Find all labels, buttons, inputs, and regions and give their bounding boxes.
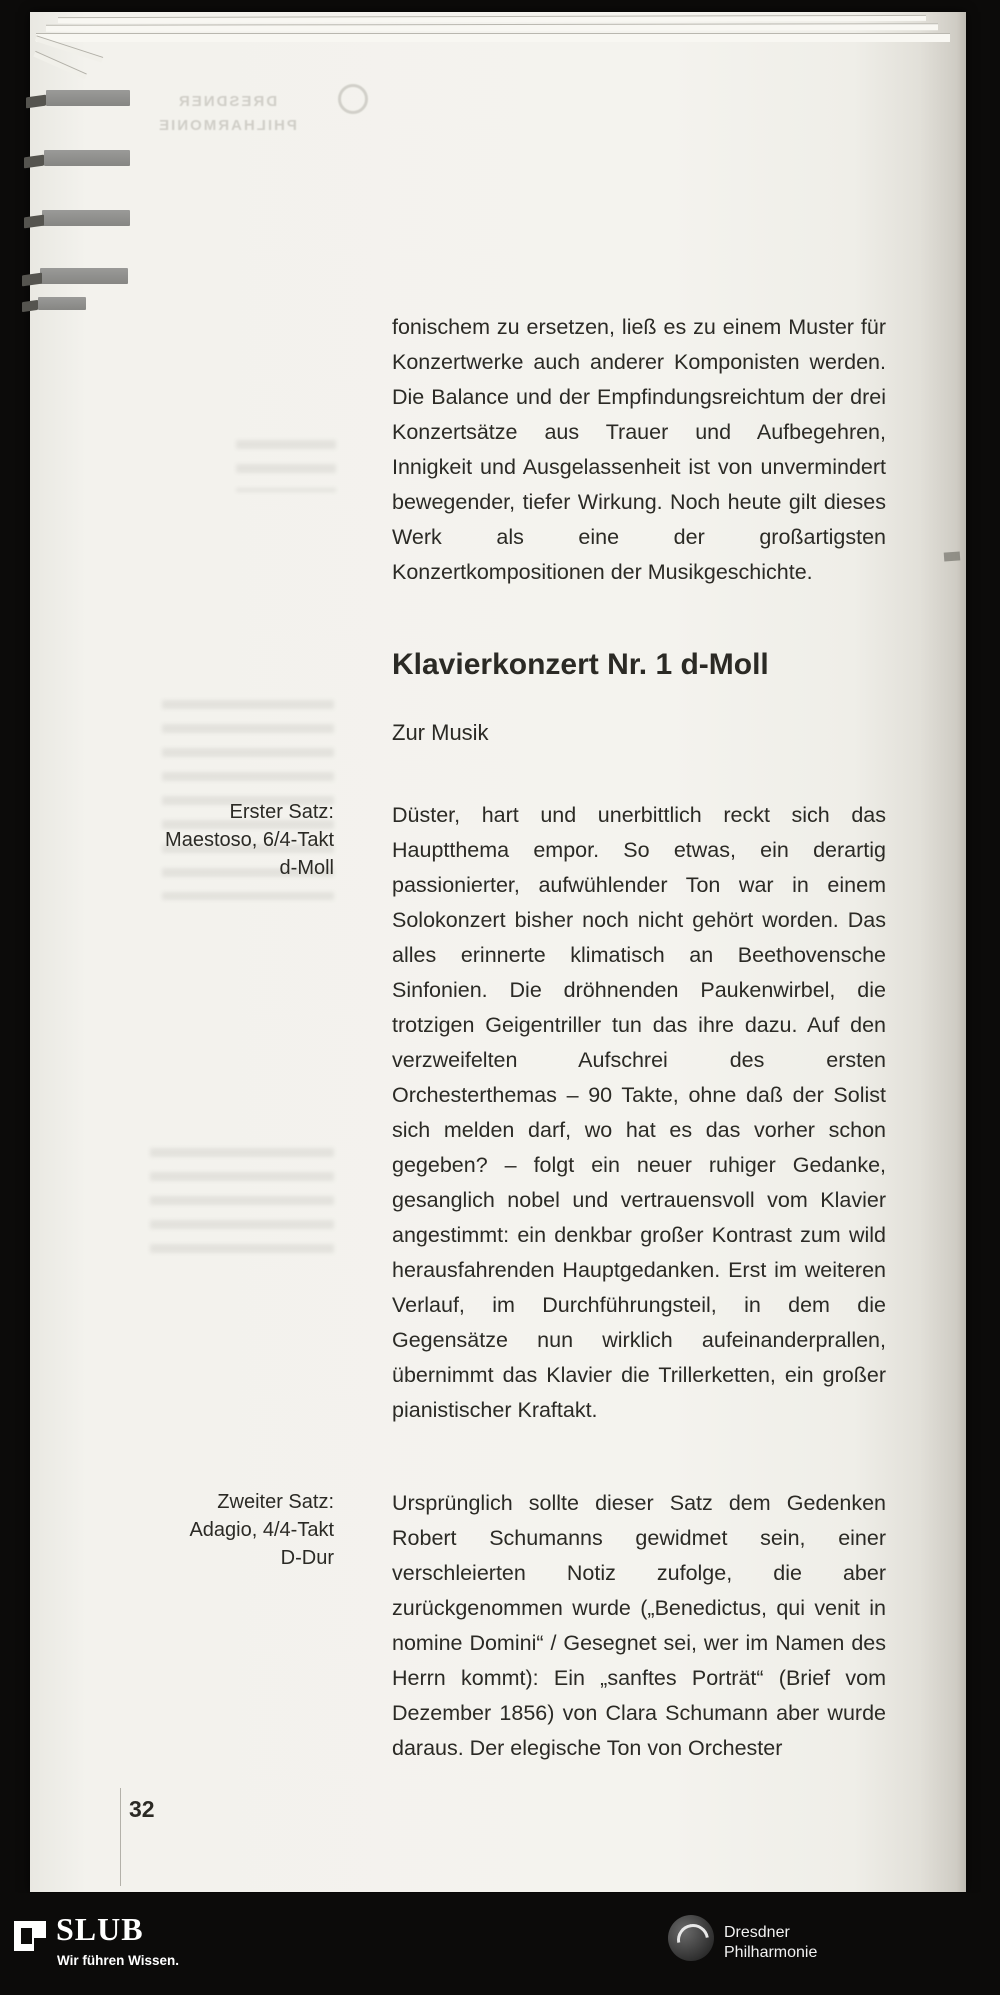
intro-paragraph-block <box>392 310 886 590</box>
show-through-smudge <box>236 440 336 492</box>
page-edge-sheet <box>36 33 950 42</box>
index-tab <box>46 90 130 106</box>
philharmonie-logo-icon <box>668 1915 714 1961</box>
section-heading: Klavierkonzert Nr. 1 d-Moll <box>392 648 769 681</box>
margin-note-line: Erster Satz: <box>229 801 334 823</box>
slub-book-icon <box>14 1921 46 1951</box>
margin-note-line: Maestoso, 6/4-Takt <box>165 829 334 851</box>
margin-note-first-movement <box>130 798 334 882</box>
margin-note-line: d-Moll <box>279 857 334 879</box>
right-edge-mark <box>944 551 961 561</box>
page-number: 32 <box>129 1796 155 1822</box>
slub-wordmark: SLUB <box>56 1911 144 1947</box>
margin-note-second-movement <box>130 1488 334 1572</box>
index-tab <box>42 210 130 226</box>
margin-note-line: D-Dur <box>280 1547 334 1569</box>
page-crease-line <box>120 1788 121 1886</box>
index-tab <box>38 297 86 310</box>
movement-2-paragraph: Ursprünglich sollte dieser Satz dem Gedenken Robert Schumanns gewidmet sein, einer verschleierten Notiz zufolge, die aber zurückgenommen wurde („Benedictus, qui venit in nomine Domini“ / Gesegnet sei, wer im Namen des Herrn kommt): Ein „sanftes Porträt“ (Brief vom Dezember 1856) von Clara Schumann aber wurde daraus. Der elegische Ton von Orchester <box>392 1491 886 1760</box>
show-through-smudge <box>150 1148 334 1264</box>
index-tab <box>44 150 130 166</box>
section-subheading: Zur Musik <box>392 720 489 745</box>
ghost-philharmonie-logo-icon <box>338 84 368 114</box>
intro-paragraph: fonischem zu ersetzen, ließ es zu einem Muster für Konzertwerke auch anderer Komponisten werden. Die Balance und der Empfindungsreichtum der drei Konzertsätze aus Trauer und Aufbegehren, Innigkeit und Ausgelassenheit ist von unvermindert bewegender, tiefer Wirkung. Noch heute gilt dieses Werk als eine der großartigsten Konzertkompositionen der Musikgeschichte. <box>392 315 886 584</box>
movement-2-block <box>392 1486 886 1766</box>
index-tab <box>40 268 128 284</box>
margin-note-line: Adagio, 4/4-Takt <box>189 1519 334 1541</box>
philharmonie-name <box>724 1923 834 1963</box>
movement-1-paragraph: Düster, hart und unerbittlich reckt sich das Hauptthema empor. So etwas, ein derartig passionierter, aufwühlender Ton war in einem Solokonzert bisher noch nicht gehört worden. Das alles erinnerte klimatisch an Beethovensche Sinfonien. Die dröhnenden Paukenwirbel, die trotzigen Geigentriller tun das ihre dazu. Auf den verzweifelten Aufschrei des ersten Orchesterthemas – 90 Takte, ohne daß der Solist sich melden darf, wo hat es das vorher schon gegeben? – folgt ein neuer ruhiger Gedanke, gesanglich nobel und vertrauensvoll vom Klavier angestimmt: ein denkbar großer Kontrast zum wild herausfahrenden Hauptgedanken. Erst im weiteren Verlauf, im Durchführungsteil, in dem die Gegensätze nun wirklich aufeinanderprallen, übernimmt das Klavier die Trillerketten, ein großer pianistischer Kraftakt. <box>392 803 886 1422</box>
slub-tagline: Wir führen Wissen. <box>57 1953 180 1968</box>
margin-note-line: Zweiter Satz: <box>217 1491 334 1513</box>
footer-brand-bar <box>0 1893 1000 1995</box>
philharmonie-name-line: Dresdner Philharmonie <box>724 1924 818 1961</box>
ghost-masthead-text: DRESDNER PHILHARMONIE <box>157 93 297 134</box>
movement-1-block <box>392 798 886 1428</box>
